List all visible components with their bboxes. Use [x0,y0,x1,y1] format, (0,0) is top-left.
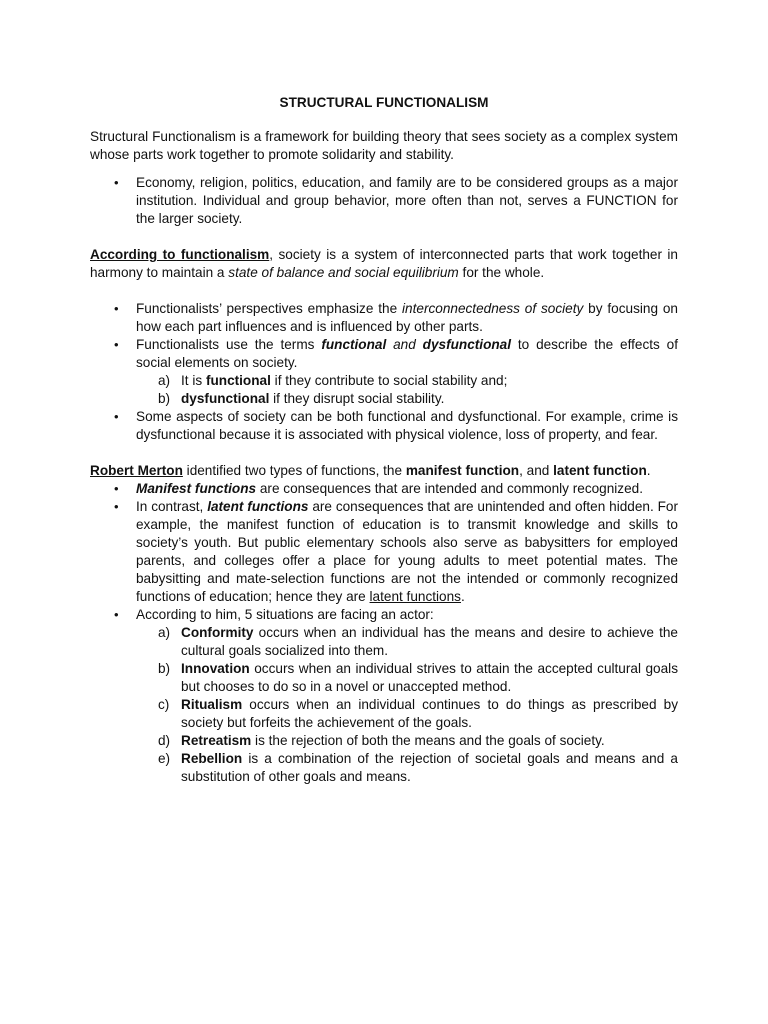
list-item: • Manifest functions are consequences that are intended and commonly recognized. [90,480,678,498]
sub-list-item: a) It is functional if they contribute to social stability and; [158,373,508,388]
sub-list-item: b) dysfunctional if they disrupt social stability. [158,391,445,406]
page-title: STRUCTURAL FUNCTIONALISM [279,95,489,110]
situations-sublist [136,624,678,786]
list-item: • In contrast, latent functions are consequences that are unintended and often hidden. For example, the manifest function of education is to transmit knowledge and skills to society’s youth. But public elementary schools also serve as babysitters for employed parents, and colleges offer a place for young adults to meet potential mates. The babysitting and mate-selection functions are not the intended or commonly recognized functions of education; hence they are latent functions. [90,498,678,606]
functionalism-bullet-list [90,300,678,444]
intro-paragraph: Structural Functionalism is a framework for building theory that sees society as a complex system whose parts work together to promote solidarity and stability. [90,129,678,162]
functional-sublist [136,372,678,408]
list-item: • Some aspects of society can be both functional and dysfunctional. For example, crime is dysfunctional because it is associated with physical violence, loss of property, and fear. [90,408,678,444]
list-item: • Functionalists’ perspectives emphasize the interconnectedness of society by focusing on how each part influences and is influenced by other parts. [90,300,678,336]
functionalism-paragraph: According to functionalism, society is a system of interconnected parts that work together in harmony to maintain a state of balance and social equilibrium for the whole. [90,247,678,280]
list-item: • Functionalists use the terms functional and dysfunctional to describe the effects of social elements on society. a) It is functional if they contribute to social stability and; b) dysfunctional if they disrupt social stability. [90,336,678,408]
merton-name: Robert Merton [90,463,183,478]
intro-bullet-list [90,174,678,228]
sub-list-item: a) Conformity occurs when an individual has the means and desire to achieve the cultural goals socialized into them. [158,625,678,658]
sub-list-item: b) Innovation occurs when an individual strives to attain the accepted cultural goals but chooses to do so in a novel or unaccepted method. [158,661,678,694]
merton-bullet-list [90,480,678,786]
sub-list-item: e) Rebellion is a combination of the rejection of societal goals and means and a substitution of other goals and means. [158,751,678,784]
sub-list-item: c) Ritualism occurs when an individual continues to do things as prescribed by society but forfeits the achievement of the goals. [158,697,678,730]
merton-paragraph: Robert Merton identified two types of functions, the manifest function, and latent function. [90,463,651,478]
list-item: • Economy, religion, politics, education, and family are to be considered groups as a major institution. Individual and group behavior, more often than not, serves a FUNCTION for the larger society. [90,174,678,228]
document-body [90,94,678,786]
sub-list-item: d) Retreatism is the rejection of both the means and the goals of society. [158,733,605,748]
list-item: • According to him, 5 situations are facing an actor: a) Conformity occurs when an individual has the means and desire to achieve the cultural goals socialized into them. b) Innovation occurs when an individual strives to attain the accepted cultural goals but chooses to do so in a novel or unaccepted method. c) Ritualism occurs when an individual continues to do things as prescribed by society but forfeits the achievement of the goals. d) Retreatism is the rejection of both the means and the goals of society. e) Rebellion is a combination of the rejection of societal goals and means and a substitution of other goals and means. [90,606,678,786]
functionalism-lead: According to functionalism [90,247,270,262]
